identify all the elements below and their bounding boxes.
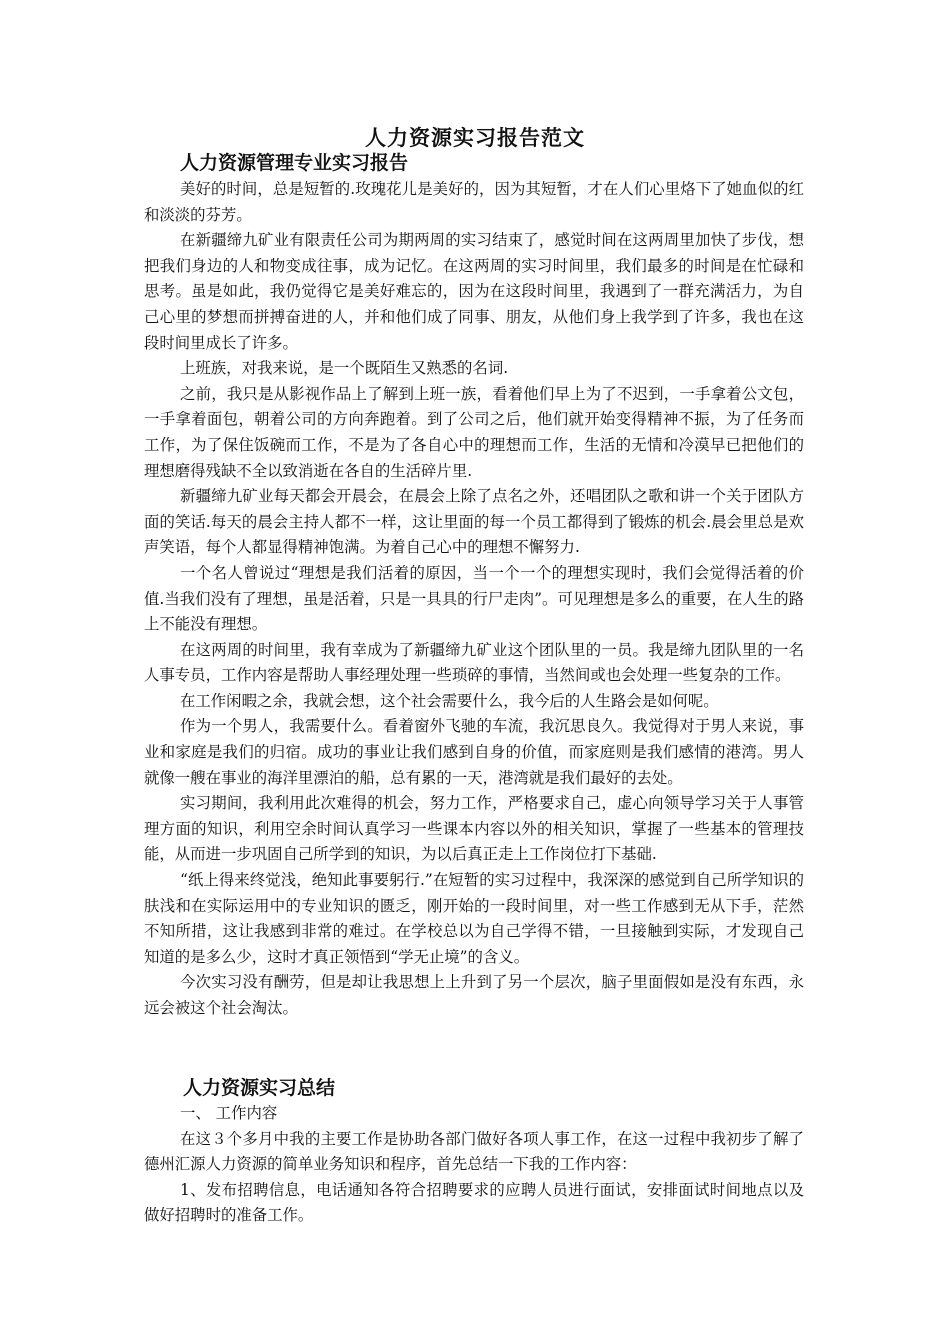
- paragraph: 新疆缔九矿业每天都会开晨会，在晨会上除了点名之外，还唱团队之歌和讲一个关于团队方面的笑话.每天的晨会主持人都不一样，这让里面的每一个员工都得到了锻炼的机会.晨会里总是欢声笑语，每个人都显得精神饱满。为着自己心中的理想不懈努力.: [144, 487, 804, 557]
- document-subtitle: 人力资源管理专业实习报告: [180, 152, 409, 174]
- paragraph: 上班族，对我来说，是一个既陌生又熟悉的名词.: [180, 359, 509, 378]
- paragraph: “纸上得来终觉浅，绝知此事要躬行.”在短暂的实习过程中，我深深的感觉到自己所学知识的肤浅和在实际运用中的专业知识的匮乏，刚开始的一段时间里，对一些工作感到无从下手，茫然不知所措，这让我感到非常的难过。在学校总以为自己学得不错，一旦接触到实际，才发现自己知道的是多么少，这时才真正领悟到“学无止境”的含义。: [144, 871, 804, 966]
- paragraph: 之前，我只是从影视作品上了解到上班一族，看着他们早上为了不迟到，一手拿着公文包，一手拿着面包，朝着公司的方向奔跑着。到了公司之后，他们就开始变得精神不振，为了任务而工作，为了保住饭碗而工作，不是为了各自心中的理想而工作，生活的无情和冷漠早已把他们的理想磨得残缺不全以致消逝在各自的生活碎片里.: [144, 384, 804, 480]
- paragraph: 作为一个男人，我需要什么。看着窗外飞驰的车流，我沉思良久。我觉得对于男人来说，事业和家庭是我们的归宿。成功的事业让我们感到自身的价值，而家庭则是我们感情的港湾。男人就像一艘在事业的海洋里漂泊的船，总有累的一天，港湾就是我们最好的去处。: [144, 717, 804, 787]
- paragraph: 在工作闲暇之余，我就会想，这个社会需要什么，我今后的人生路会是如何呢。: [180, 691, 719, 710]
- body-text: [144, 177, 804, 1022]
- paragraph: 美好的时间，总是短暂的.玫瑰花儿是美好的，因为其短暂，才在人们心里烙下了她血似的红和淡淡的芬芳。: [144, 180, 804, 224]
- paragraph: 在这两周的时间里，我有幸成为了新疆缔九矿业这个团队里的一员。我是缔九团队里的一名人事专员，工作内容是帮助人事经理处理一些琐碎的事情，当然间或也会处理一些复杂的工作。: [144, 640, 804, 685]
- section-heading: 一、 工作内容: [180, 1104, 278, 1122]
- summary-text: [144, 1101, 804, 1229]
- document-title: 人力资源实习报告范文: [365, 125, 585, 150]
- summary-title: 人力资源实习总结: [183, 1077, 336, 1099]
- paragraph: 在这３个多月中我的主要工作是协助各部门做好各项人事工作，在这一过程中我初步了解了德州汇源人力资源的简单业务知识和程序，首先总结一下我的工作内容：: [144, 1129, 804, 1174]
- paragraph: 1、发布招聘信息，电话通知各符合招聘要求的应聘人员进行面试，安排面试时间地点以及做好招聘时的准备工作。: [144, 1180, 804, 1225]
- paragraph: 在新疆缔九矿业有限责任公司为期两周的实习结束了，感觉时间在这两周里加快了步伐，想把我们身边的人和物变成往事，成为记忆。在这两周的实习时间里，我们最多的时间是在忙碌和思考。虽是如此，我仍觉得它是美好难忘的，因为在这段时间里，我遇到了一群充满活力，为自己心里的梦想而拼搏奋进的人，并和他们成了同事、朋友，从他们身上我学到了许多，我也在这段时间里成长了许多。: [144, 231, 804, 352]
- paragraph: 一个名人曾说过“理想是我们活着的原因，当一个一个的理想实现时，我们会觉得活着的价值.当我们没有了理想，虽是活着，只是一具具的行尸走肉”。可见理想是多么的重要，在人生的路上不能没有理想。: [144, 563, 804, 634]
- paragraph: 实习期间，我利用此次难得的机会，努力工作，严格要求自己，虚心向领导学习关于人事管理方面的知识，利用空余时间认真学习一些课本内容以外的相关知识，掌握了一些基本的管理技能，从而进一步巩固自己所学到的知识，为以后真正走上工作岗位打下基础.: [144, 794, 804, 864]
- paragraph: 今次实习没有酬劳，但是却让我思想上上升到了另一个层次，脑子里面假如是没有东西，永远会被这个社会淘汰。: [144, 973, 804, 1017]
